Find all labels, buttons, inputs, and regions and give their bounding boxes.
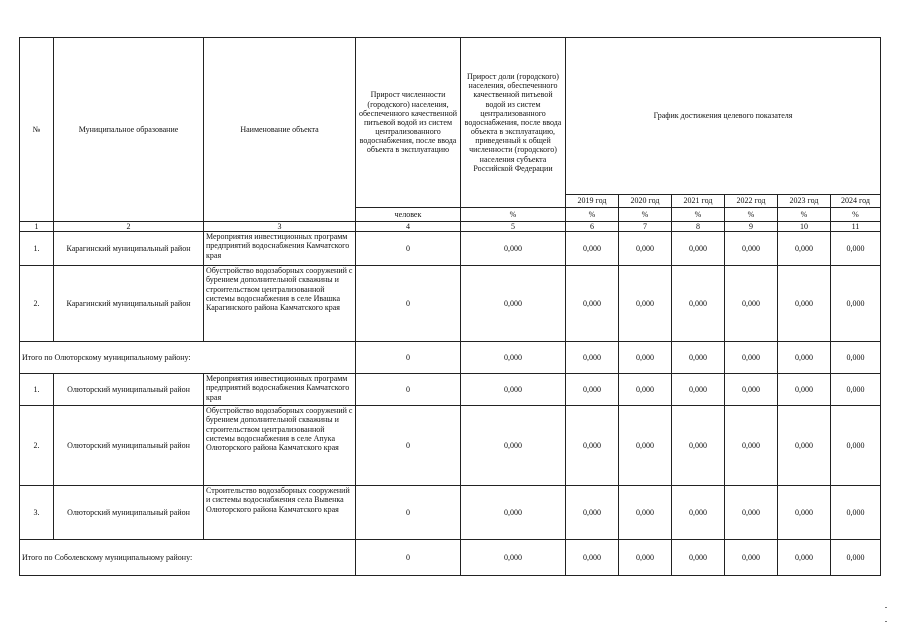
scan-speck	[885, 621, 887, 622]
people-cell: 0	[356, 342, 461, 374]
year-cell: 0,000	[672, 486, 725, 540]
year-2022: 2022 год	[725, 195, 778, 208]
year-cell: 0,000	[672, 374, 725, 406]
people-cell: 0	[356, 486, 461, 540]
year-cell: 0,000	[831, 540, 881, 576]
year-cell: 0,000	[619, 342, 672, 374]
people-cell: 0	[356, 232, 461, 266]
row-number: 1.	[20, 374, 54, 406]
object-cell: Строительство водозаборных сооружений и системы водоснабжения села Вывенка Олюторского района Камчатского края	[204, 486, 356, 540]
row-number: 2.	[20, 406, 54, 486]
municipality-cell: Карагинский муниципальный район	[54, 232, 204, 266]
year-cell: 0,000	[566, 374, 619, 406]
year-cell: 0,000	[672, 342, 725, 374]
year-cell: 0,000	[672, 540, 725, 576]
share-cell: 0,000	[461, 540, 566, 576]
col-growth-share-header: Прирост доли (городского) населения, обеспеченного качественной питьевой водой из систем централизованного водоснабжения, после ввода объекта в эксплуатацию, приведенный к общей численности (городского) населения субъекта Российской Федерации	[461, 38, 566, 208]
people-cell: 0	[356, 540, 461, 576]
column-number: 3	[204, 222, 356, 232]
unit-percent: %	[778, 208, 831, 222]
year-2024: 2024 год	[831, 195, 881, 208]
column-number: 5	[461, 222, 566, 232]
year-2023: 2023 год	[778, 195, 831, 208]
document-table	[19, 37, 881, 576]
year-cell: 0,000	[778, 540, 831, 576]
total-label: Итого по Олюторскому муниципальному району:	[20, 342, 356, 374]
year-cell: 0,000	[672, 406, 725, 486]
year-cell: 0,000	[566, 540, 619, 576]
share-cell: 0,000	[461, 342, 566, 374]
unit-percent: %	[725, 208, 778, 222]
column-number: 1	[20, 222, 54, 232]
people-cell: 0	[356, 266, 461, 342]
object-cell: Обустройство водозаборных сооружений с бурением дополнительной скважины и строительством централизованной системы водоснабжения в селе Ивашка Карагинского района Камчатского края	[204, 266, 356, 342]
year-cell: 0,000	[619, 374, 672, 406]
year-cell: 0,000	[778, 486, 831, 540]
year-cell: 0,000	[619, 486, 672, 540]
year-cell: 0,000	[778, 374, 831, 406]
year-cell: 0,000	[725, 342, 778, 374]
year-cell: 0,000	[619, 540, 672, 576]
year-cell: 0,000	[831, 374, 881, 406]
total-row	[20, 540, 881, 576]
object-cell: Обустройство водозаборных сооружений с бурением дополнительной скважины и строительством централизованной системы водоснабжения в селе Апука Олюторского района Камчатского края	[204, 406, 356, 486]
year-cell: 0,000	[725, 406, 778, 486]
share-cell: 0,000	[461, 406, 566, 486]
year-cell: 0,000	[672, 232, 725, 266]
column-number: 4	[356, 222, 461, 232]
year-cell: 0,000	[725, 374, 778, 406]
column-number: 6	[566, 222, 619, 232]
people-cell: 0	[356, 374, 461, 406]
col-object-header: Наименование объекта	[204, 38, 356, 222]
year-cell: 0,000	[566, 486, 619, 540]
year-cell: 0,000	[566, 266, 619, 342]
municipality-cell: Карагинский муниципальный район	[54, 266, 204, 342]
year-cell: 0,000	[672, 266, 725, 342]
year-cell: 0,000	[619, 232, 672, 266]
column-number: 11	[831, 222, 881, 232]
year-cell: 0,000	[831, 232, 881, 266]
table-row	[20, 406, 881, 486]
unit-percent: %	[619, 208, 672, 222]
row-number: 1.	[20, 232, 54, 266]
year-cell: 0,000	[619, 406, 672, 486]
total-label: Итого по Соболевскому муниципальному району:	[20, 540, 356, 576]
municipality-cell: Олюторский муниципальный район	[54, 486, 204, 540]
object-cell: Мероприятия инвестиционных программ предприятий водоснабжения Камчатского края	[204, 232, 356, 266]
year-cell: 0,000	[831, 406, 881, 486]
table-row	[20, 374, 881, 406]
unit-people: человек	[356, 208, 461, 222]
year-cell: 0,000	[831, 342, 881, 374]
col-no-header: №	[20, 38, 54, 222]
year-cell: 0,000	[566, 342, 619, 374]
year-cell: 0,000	[778, 406, 831, 486]
year-cell: 0,000	[725, 486, 778, 540]
unit-percent: %	[461, 208, 566, 222]
col-growth-abs-header: Прирост численности (городского) населения, обеспеченного качественной питьевой водой из систем централизованного водоснабжения, после ввода объекта в эксплуатацию	[356, 38, 461, 208]
share-cell: 0,000	[461, 486, 566, 540]
table-row	[20, 232, 881, 266]
table-row	[20, 266, 881, 342]
year-2020: 2020 год	[619, 195, 672, 208]
year-cell: 0,000	[831, 266, 881, 342]
municipality-cell: Олюторский муниципальный район	[54, 406, 204, 486]
column-number: 7	[619, 222, 672, 232]
column-number: 9	[725, 222, 778, 232]
year-cell: 0,000	[725, 266, 778, 342]
column-number: 8	[672, 222, 725, 232]
share-cell: 0,000	[461, 266, 566, 342]
municipality-cell: Олюторский муниципальный район	[54, 374, 204, 406]
row-number: 3.	[20, 486, 54, 540]
year-cell: 0,000	[619, 266, 672, 342]
scan-speck	[885, 607, 887, 608]
column-number: 10	[778, 222, 831, 232]
column-number: 2	[54, 222, 204, 232]
year-cell: 0,000	[566, 406, 619, 486]
year-cell: 0,000	[778, 232, 831, 266]
year-cell: 0,000	[831, 486, 881, 540]
row-number: 2.	[20, 266, 54, 342]
object-cell: Мероприятия инвестиционных программ предприятий водоснабжения Камчатского края	[204, 374, 356, 406]
unit-percent: %	[672, 208, 725, 222]
unit-percent: %	[566, 208, 619, 222]
total-row	[20, 342, 881, 374]
year-cell: 0,000	[778, 342, 831, 374]
year-cell: 0,000	[725, 540, 778, 576]
share-cell: 0,000	[461, 374, 566, 406]
unit-percent: %	[831, 208, 881, 222]
year-2021: 2021 год	[672, 195, 725, 208]
year-2019: 2019 год	[566, 195, 619, 208]
col-municipality-header: Муниципальное образование	[54, 38, 204, 222]
table-row	[20, 486, 881, 540]
year-cell: 0,000	[725, 232, 778, 266]
year-cell: 0,000	[566, 232, 619, 266]
year-cell: 0,000	[778, 266, 831, 342]
col-schedule-header: График достижения целевого показателя	[566, 38, 881, 195]
header-row	[20, 38, 881, 195]
column-numbers-row	[20, 222, 881, 232]
people-cell: 0	[356, 406, 461, 486]
share-cell: 0,000	[461, 232, 566, 266]
